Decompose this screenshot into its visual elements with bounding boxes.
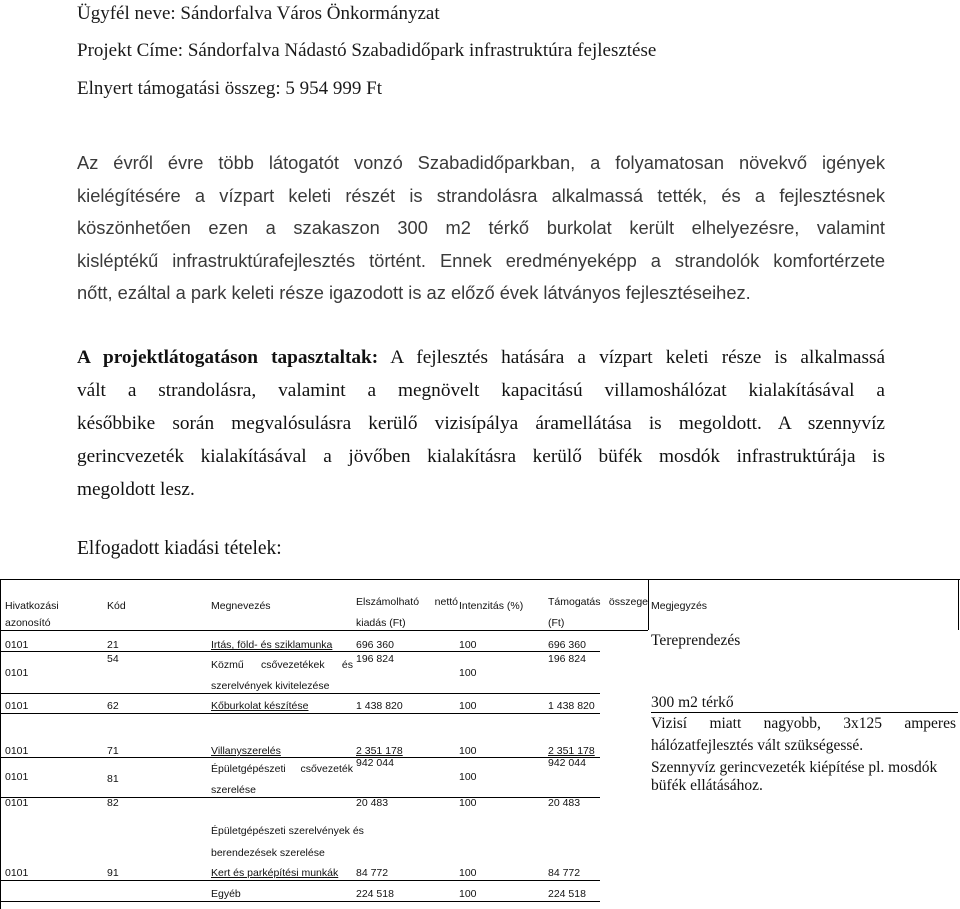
note-electric-part: amperes (904, 715, 956, 732)
row-intensity: 100 (459, 771, 477, 783)
note-sewer: büfék ellátásához. (651, 777, 763, 794)
header-ref: azonosító (5, 617, 51, 629)
header-name: Megnevezés (211, 600, 271, 612)
row-name: Villanyszerelés (211, 745, 281, 757)
visit-first-line (77, 341, 885, 374)
row-intensity: 100 (459, 867, 477, 879)
row-ref: 0101 (5, 797, 29, 809)
visit-paragraph (77, 341, 885, 506)
grant-amount: Elnyert támogatási összeg: 5 954 999 Ft (77, 78, 383, 99)
row-border (0, 901, 600, 902)
row-ref: 0101 (5, 745, 29, 757)
row-ref: 0101 (5, 667, 29, 679)
note-electric-part: nagyobb, (763, 715, 821, 732)
row-cost: 696 360 (356, 639, 394, 651)
intro-line: Az évről évre több látogatót vonzó Szabadidőparkban, a folyamatosan növekvő igények (77, 152, 885, 173)
visit-line: A fejlesztés hatására a vízpart keleti része is alkalmassá (390, 347, 886, 368)
table-top-border (0, 579, 960, 580)
note-column-divider (648, 579, 649, 630)
header-cost: kiadás (Ft) (356, 617, 406, 629)
row-name (211, 763, 353, 775)
intro-line: kielégítésére a vízpart keleti részét is strandolásra alkalmassá tették, és a fejlesztésnek (77, 184, 885, 206)
row-border (0, 757, 600, 758)
row-support: 84 772 (548, 867, 581, 879)
row-name-part: Közmű (211, 659, 244, 671)
visit-line: vált a strandolásra, valamint a megnövelt kapacitású villamoshálózat kialakításával a (77, 380, 885, 401)
note-electric: hálózatfejlesztés vált szükségessé. (651, 737, 864, 754)
row-name-part: csővezeték (300, 763, 353, 775)
row-name: szerelvények kivitelezése (211, 680, 330, 692)
row-code: 82 (107, 797, 119, 809)
header-support-part: Támogatás (548, 596, 601, 608)
note-grading: Tereprendezés (651, 632, 741, 649)
row-ref: 0101 (5, 639, 29, 651)
row-code: 54 (107, 653, 119, 665)
intro-line: köszönhetően ezen a szakaszon 300 m2 térkő burkolat került elhelyezésre, valamint (77, 217, 885, 238)
row-code: 81 (107, 773, 119, 785)
row-cost: 20 483 (356, 797, 389, 809)
header-support: (Ft) (548, 617, 565, 629)
row-intensity: 100 (459, 797, 477, 809)
row-name: Kőburkolat készítése (211, 700, 309, 712)
intro-paragraph (77, 147, 885, 310)
row-cost: 196 824 (356, 653, 394, 665)
row-cost: 2 351 178 (356, 745, 403, 757)
row-support: 224 518 (548, 888, 586, 900)
row-intensity: 100 (459, 888, 477, 900)
intro-line: nőtt, ezáltal a park keleti része igazodott is az előző évek látványos fejlesztéseihez. (77, 282, 751, 303)
row-cost: 224 518 (356, 888, 394, 900)
row-name-part: csővezetékek (260, 659, 325, 671)
visit-label: A projektlátogatáson tapasztaltak: (77, 347, 379, 368)
header-support (548, 596, 648, 608)
header-support-part: összege (608, 596, 648, 608)
row-code: 62 (107, 700, 119, 712)
row-border (0, 651, 600, 652)
row-border (0, 693, 600, 694)
header-bottom-border (0, 630, 648, 631)
row-intensity: 100 (459, 745, 477, 757)
note-electric-part: 3x125 (843, 715, 882, 732)
row-code: 91 (107, 867, 119, 879)
row-name: Egyéb (211, 888, 241, 900)
row-cost: 1 438 820 (356, 700, 403, 712)
row-name-part: és (341, 659, 353, 671)
table-title: Elfogadott kiadási tételek: (77, 538, 282, 559)
row-support: 696 360 (548, 639, 586, 651)
row-border (0, 880, 600, 881)
header-cost-part: Elszámolható (356, 596, 420, 608)
row-support: 2 351 178 (548, 745, 595, 757)
row-intensity: 100 (459, 639, 477, 651)
note-divider (651, 712, 958, 713)
row-name: szerelése (211, 784, 256, 796)
project-title: Projekt Címe: Sándorfalva Nádastó Szabadidőpark infrastruktúra fejlesztése (77, 40, 657, 61)
header-code: Kód (107, 600, 126, 612)
row-cost: 84 772 (356, 867, 389, 879)
note-electric-part: miatt (709, 715, 742, 732)
note-sewer: Szennyvíz gerincvezeték kiépítése pl. mosdók (651, 759, 938, 776)
header-intensity: Intenzitás (%) (459, 600, 524, 612)
visit-line: gerincvezeték kialakításával a jövőben kialakításra kerülő büfék mosdók infrastruktúrája is (77, 446, 885, 467)
row-cost: 942 044 (356, 757, 394, 769)
row-name: Kert és parképítési munkák (211, 867, 339, 879)
row-intensity: 100 (459, 700, 477, 712)
row-name-part: Épületgépészeti (211, 763, 286, 775)
row-name: berendezések szerelése (211, 847, 325, 859)
row-border (0, 797, 600, 798)
row-support: 20 483 (548, 797, 581, 809)
visit-line: megoldott lesz. (77, 479, 195, 500)
row-support: 942 044 (548, 757, 586, 769)
visit-line: későbbike során megvalósulásra kerülő vizisípálya áramellátása is megoldott. A szennyvíz (77, 413, 885, 434)
header-cost (356, 596, 458, 608)
intro-line: kisléptékű infrastruktúrafejlesztés történt. Ennek eredményeképp a strandolók komfortérzete (77, 249, 885, 271)
note-electric-part: Vizisí (651, 715, 688, 732)
row-code: 21 (107, 639, 119, 651)
row-border (0, 713, 600, 714)
note-paving: 300 m2 térkő (651, 694, 734, 711)
row-name: Épületgépészeti szerelvények és (211, 825, 364, 837)
client-name: Ügyfél neve: Sándorfalva Város Önkormányzat (77, 3, 440, 24)
table-left-border (0, 579, 1, 909)
header-cost-part: nettó (434, 596, 458, 608)
note-electric (651, 715, 956, 733)
row-ref: 0101 (5, 771, 29, 783)
row-name (211, 659, 353, 671)
row-support: 196 824 (548, 653, 586, 665)
row-support: 1 438 820 (548, 700, 595, 712)
header-note: Megjegyzés (651, 600, 708, 612)
row-name: Irtás, föld- és sziklamunka (211, 639, 333, 651)
row-ref: 0101 (5, 700, 29, 712)
row-intensity: 100 (459, 667, 477, 679)
row-ref: 0101 (5, 867, 29, 879)
table-right-border (958, 579, 959, 630)
header-ref: Hivatkozási (5, 600, 59, 612)
row-code: 71 (107, 745, 119, 757)
